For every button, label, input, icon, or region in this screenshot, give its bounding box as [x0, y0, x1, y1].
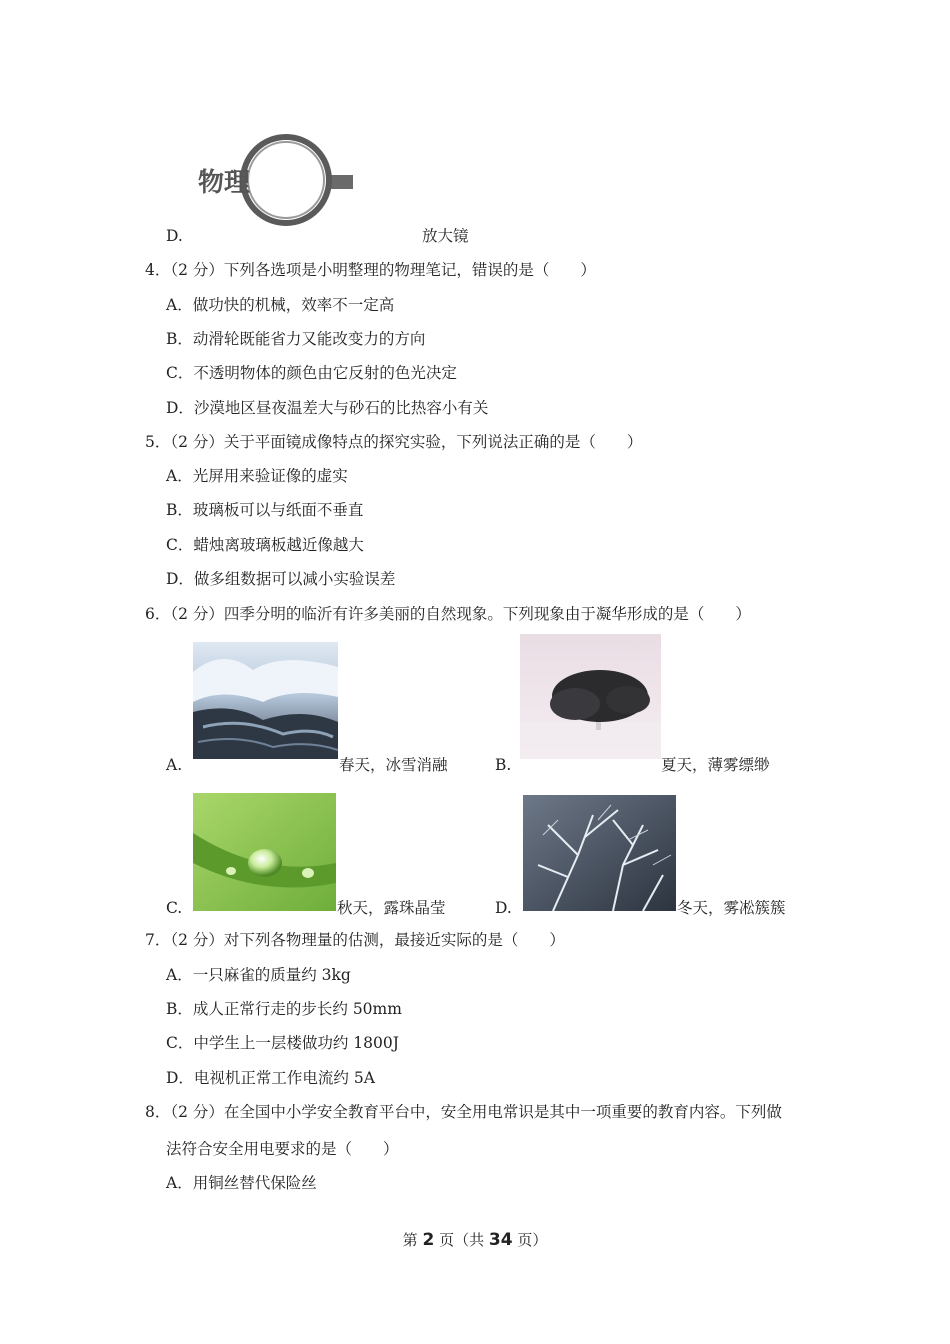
magnifier-text: 物理 [198, 168, 251, 198]
rime-frost-image [523, 795, 676, 911]
q6-option-d-text: 冬天，雾凇簇簇 [677, 899, 786, 917]
q5-option-d: D．做多组数据可以减小实验误差 [166, 570, 396, 588]
magnifier-image [192, 125, 360, 233]
q5-stem: 5．（2 分）关于平面镜成像特点的探究实验，下列说法正确的是（ ） [145, 433, 643, 451]
q8-option-a: A．用铜丝替代保险丝 [166, 1174, 317, 1192]
q5-option-b: B．玻璃板可以与纸面不垂直 [166, 501, 364, 519]
footer-page-number: 2 [422, 1230, 435, 1250]
q8-stem-line2: 法符合安全用电要求的是（ ） [166, 1140, 399, 1158]
misty-tree-image [520, 634, 661, 759]
dewdrop-leaf-image [193, 793, 336, 911]
q5-option-c: C．蜡烛离玻璃板越近像越大 [166, 536, 364, 554]
q6-option-b-text: 夏天，薄雾缥缈 [661, 756, 770, 774]
footer-total-pages: 34 [488, 1230, 513, 1250]
q7-option-b: B．成人正常行走的步长约 50mm [166, 1000, 402, 1018]
footer-prefix: 第 [402, 1231, 418, 1249]
q8-stem-line1: 8．（2 分）在全国中小学安全教育平台中，安全用电常识是其中一项重要的教育内容。下列做 [145, 1103, 782, 1121]
page-footer [0, 1229, 950, 1250]
q6-option-b-label: B. [495, 756, 512, 774]
q7-stem: 7．（2 分）对下列各物理量的估测，最接近实际的是（ ） [145, 931, 565, 949]
q5-option-a: A．光屏用来验证像的虚实 [166, 467, 348, 485]
q6-option-a-text: 春天，冰雪消融 [339, 756, 448, 774]
q4-option-c: C．不透明物体的颜色由它反射的色光决定 [166, 364, 457, 382]
q3-option-d-label: D. [166, 227, 183, 245]
q4-stem: 4．（2 分）下列各选项是小明整理的物理笔记，错误的是（ ） [145, 261, 596, 279]
q4-option-d: D．沙漠地区昼夜温差大与砂石的比热容小有关 [166, 399, 489, 417]
q6-option-a-label: A. [166, 756, 183, 774]
q4-option-b: B．动滑轮既能省力又能改变力的方向 [166, 330, 426, 348]
q7-option-d: D．电视机正常工作电流约 5A [166, 1069, 375, 1087]
ice-stream-image [193, 642, 338, 759]
q6-option-c-text: 秋天，露珠晶莹 [337, 899, 446, 917]
footer-middle: 页（共 [439, 1231, 485, 1249]
q6-option-c-label: C. [166, 899, 183, 917]
q3-option-d-text: 放大镜 [422, 227, 469, 245]
q7-option-c: C．中学生上一层楼做功约 1800J [166, 1034, 399, 1052]
footer-suffix: 页） [517, 1231, 548, 1249]
q6-stem: 6．（2 分）四季分明的临沂有许多美丽的自然现象。下列现象由于凝华形成的是（ ） [145, 605, 751, 623]
q6-option-d-label: D. [495, 899, 512, 917]
q7-option-a: A．一只麻雀的质量约 3kg [166, 966, 351, 984]
q4-option-a: A．做功快的机械，效率不一定高 [166, 296, 395, 314]
